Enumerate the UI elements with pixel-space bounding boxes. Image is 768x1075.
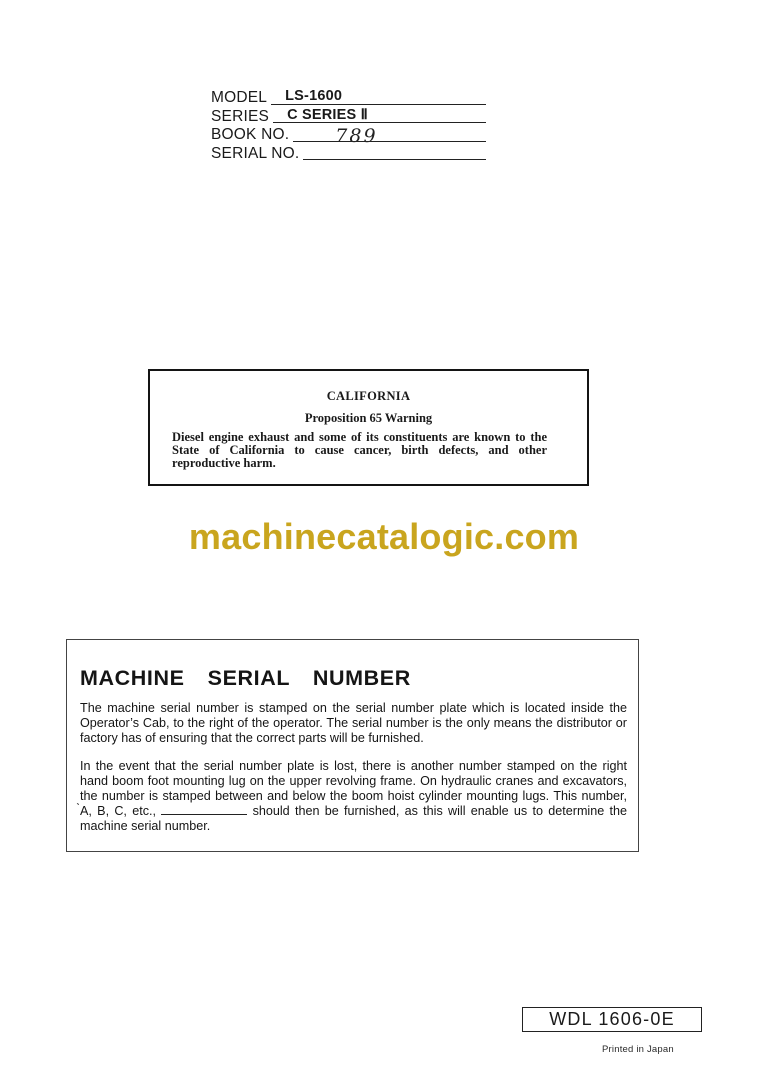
prop65-body: Diesel engine exhaust and some of its constituents are known to the State of California to cause cancer, birth defects, and other reproductive harm. [172, 430, 547, 470]
serial-no-row [211, 145, 486, 164]
model-value: LS-1600 [285, 88, 343, 104]
series-field [273, 107, 486, 123]
series-label: SERIES [211, 107, 270, 125]
series-row [211, 108, 486, 127]
machine-serial-number-box [66, 639, 639, 852]
prop65-warning-box [148, 369, 589, 486]
serial-paragraph-2 [80, 759, 627, 834]
model-info-block [211, 89, 486, 163]
printed-in-label: Printed in Japan [602, 1044, 674, 1055]
book-no-value: 789 [335, 125, 378, 147]
prop65-subtitle: Proposition 65 Warning [304, 411, 433, 425]
serial-no-field [303, 144, 486, 160]
serial-heading: MACHINE SERIAL NUMBER [80, 666, 411, 690]
serial-no-label: SERIAL NO. [211, 144, 300, 162]
blank-fill-line [161, 804, 247, 815]
serial-paragraph-2-end: should then be furnished, as this will enable us to determine the machine serial number. [80, 804, 628, 833]
watermark-text: machinecatalogic.com [188, 516, 580, 557]
model-label: MODEL [211, 89, 268, 106]
document-code: WDL 1606-0E [522, 1007, 702, 1032]
serial-paragraph-2-start: In the event that the serial number plate is lost, there is another number stamped on the right hand boom foot mounting lug on the upper revolving frame. On hydraulic cranes and excavators, the number is stamped between and below the boom hoist cylinder mounting lugs. This number, ̀A, B, C, etc., [80, 759, 627, 818]
book-no-label: BOOK NO. [211, 126, 290, 143]
prop65-title: CALIFORNIA [326, 389, 411, 403]
series-value: C SERIES Ⅱ [287, 106, 368, 123]
book-no-field [293, 125, 486, 147]
model-field [271, 89, 486, 105]
serial-paragraph-1: The machine serial number is stamped on the serial number plate which is located inside the Operator’s Cab, to the right of the operator. The serial number is the only means the distributor or factory has of ensuring that the correct parts will be furnished. [80, 701, 627, 745]
book-no-row [211, 126, 486, 145]
